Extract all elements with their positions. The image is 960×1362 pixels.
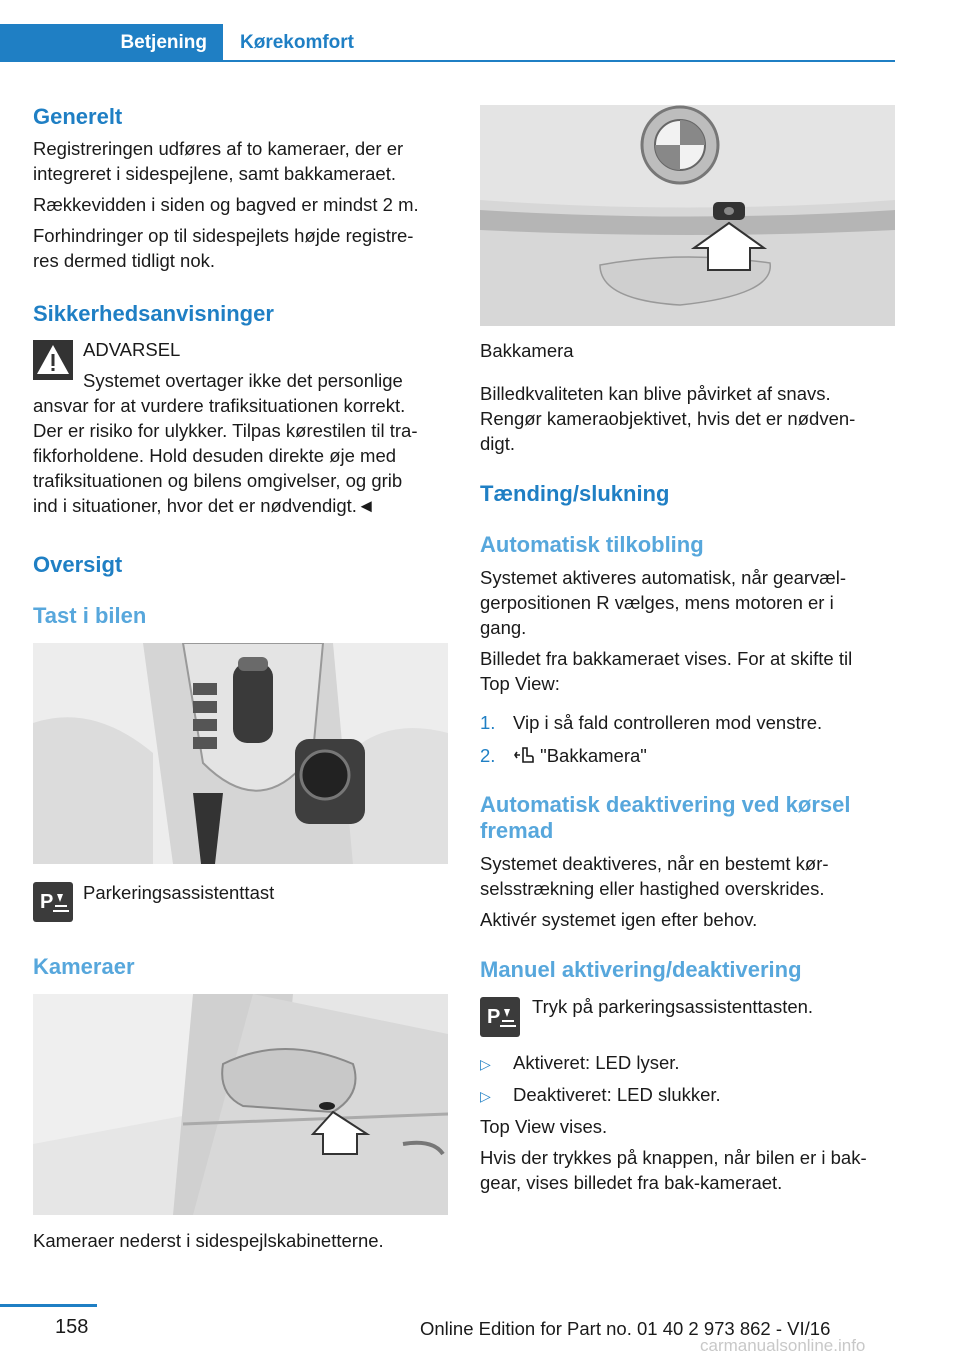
text-line: integreret i sidespejlene, samt bakkameraet. bbox=[33, 163, 396, 184]
bullet-text: Deaktiveret: LED slukker. bbox=[513, 1084, 721, 1105]
interior-console-image bbox=[33, 643, 448, 864]
text-line: digt. bbox=[480, 433, 515, 454]
button-caption: Parkeringsassistenttast bbox=[83, 882, 275, 903]
heading-sikkerhed: Sikkerhedsanvisninger bbox=[33, 301, 274, 326]
text-line: Der er risiko for ulykker. Tilpas kørestilen til tra‐ bbox=[33, 420, 418, 441]
step-text: Vip i så fald controlleren mod venstre. bbox=[513, 712, 823, 733]
warning-text bbox=[33, 393, 453, 518]
heading-taending: Tænding/slukning bbox=[480, 481, 670, 506]
text-line: gear, vises billedet fra bak-kameraet. bbox=[480, 1172, 783, 1193]
heading-automatisk-deaktivering bbox=[480, 792, 900, 844]
bullet-icon: ▷ bbox=[480, 1088, 491, 1104]
step-number: 2. bbox=[480, 745, 496, 766]
text-line: trafiksituationen og bilens omgivelser, og grib bbox=[33, 470, 403, 491]
park-assist-button-icon bbox=[480, 997, 520, 1037]
heading-line: fremad bbox=[480, 818, 554, 843]
kameraer-caption: Kameraer nederst i sidespejlskabinetterne. bbox=[33, 1230, 384, 1251]
text-line: Systemet aktiveres automatisk, når gearvæl‐ bbox=[480, 567, 847, 588]
tab-korekomfort[interactable]: Kørekomfort bbox=[240, 32, 355, 53]
heading-tast-i-bilen: Tast i bilen bbox=[33, 603, 147, 628]
bullet-item bbox=[480, 1082, 721, 1109]
deakt-paragraph bbox=[480, 851, 900, 932]
step-text: "Bakkamera" bbox=[535, 745, 647, 766]
text-line: selsstrækning eller hastighed overskrides. bbox=[480, 878, 825, 899]
rear-camera-image bbox=[480, 105, 895, 326]
warning-label: ADVARSEL bbox=[83, 339, 181, 360]
quality-paragraph bbox=[480, 381, 900, 456]
text-line: ind i situationer, hvor det er nødvendigt.◄ bbox=[33, 495, 376, 516]
watermark: carmanualsonline.info bbox=[700, 1336, 866, 1355]
text-line: Top View: bbox=[480, 673, 560, 694]
manuel-text: Tryk på parkeringsassistenttasten. bbox=[532, 996, 814, 1017]
park-assist-button-icon bbox=[33, 882, 73, 922]
heading-line: Automatisk deaktivering ved kørsel bbox=[480, 792, 851, 817]
step-item bbox=[480, 710, 822, 735]
text-line: Billedet fra bakkameraet vises. For at skifte til bbox=[480, 648, 853, 669]
heading-manuel: Manuel aktivering/deaktivering bbox=[480, 957, 802, 982]
heading-automatisk-tilkobling: Automatisk tilkobling bbox=[480, 532, 704, 557]
warning-line: Systemet overtager ikke det personlige bbox=[83, 370, 403, 391]
text-line: Aktivér systemet igen efter behov. bbox=[480, 909, 758, 930]
bakkamera-caption: Bakkamera bbox=[480, 340, 574, 361]
footer-rule bbox=[0, 1304, 97, 1307]
controller-tilt-icon bbox=[513, 745, 535, 763]
text-line: Billedkvaliteten kan blive påvirket af snavs. bbox=[480, 383, 831, 404]
svg-text:P: P bbox=[40, 891, 54, 913]
edition-text: Online Edition for Part no. 01 40 2 973 862 - VI/16 bbox=[420, 1318, 831, 1339]
heading-oversigt: Oversigt bbox=[33, 552, 123, 577]
text-line: fikforholdene. Hold desuden direkte øje med bbox=[33, 445, 397, 466]
warning-triangle-icon bbox=[33, 340, 73, 380]
text-line: Registreringen udføres af to kameraer, der er bbox=[33, 138, 404, 159]
text-line: res dermed tidligt nok. bbox=[33, 250, 216, 271]
text-line: Top View vises. bbox=[480, 1116, 608, 1137]
text-line: ansvar for at vurdere trafiksituationen korrekt. bbox=[33, 395, 406, 416]
text-line: Forhindringer op til sidespejlets højde registre‐ bbox=[33, 225, 414, 246]
side-mirror-camera-image bbox=[33, 994, 448, 1215]
tab-betjening[interactable]: Betjening bbox=[0, 24, 223, 61]
step-number: 1. bbox=[480, 712, 496, 733]
topview-paragraph bbox=[480, 1114, 900, 1195]
text-line: Systemet deaktiveres, når en bestemt kør‐ bbox=[480, 853, 829, 874]
generelt-paragraph bbox=[33, 136, 453, 273]
page-number: 158 bbox=[55, 1316, 89, 1338]
auto-paragraph bbox=[480, 565, 900, 696]
page-header bbox=[0, 24, 895, 62]
text-line: gang. bbox=[480, 617, 527, 638]
heading-generelt: Generelt bbox=[33, 104, 123, 129]
step-item bbox=[480, 743, 647, 768]
text-line: gerpositionen R vælges, mens motoren er i bbox=[480, 592, 834, 613]
bullet-item bbox=[480, 1050, 680, 1077]
heading-kameraer: Kameraer bbox=[33, 954, 135, 979]
text-line: Hvis der trykkes på knappen, når bilen er i bak‐ bbox=[480, 1147, 867, 1168]
bullet-text: Aktiveret: LED lyser. bbox=[513, 1052, 680, 1073]
bullet-icon: ▷ bbox=[480, 1056, 491, 1072]
text-line: Rækkevidden i siden og bagved er mindst 2 m. bbox=[33, 194, 419, 215]
svg-text:P: P bbox=[487, 1006, 501, 1028]
text-line: Rengør kameraobjektivet, hvis det er nødven‐ bbox=[480, 408, 856, 429]
